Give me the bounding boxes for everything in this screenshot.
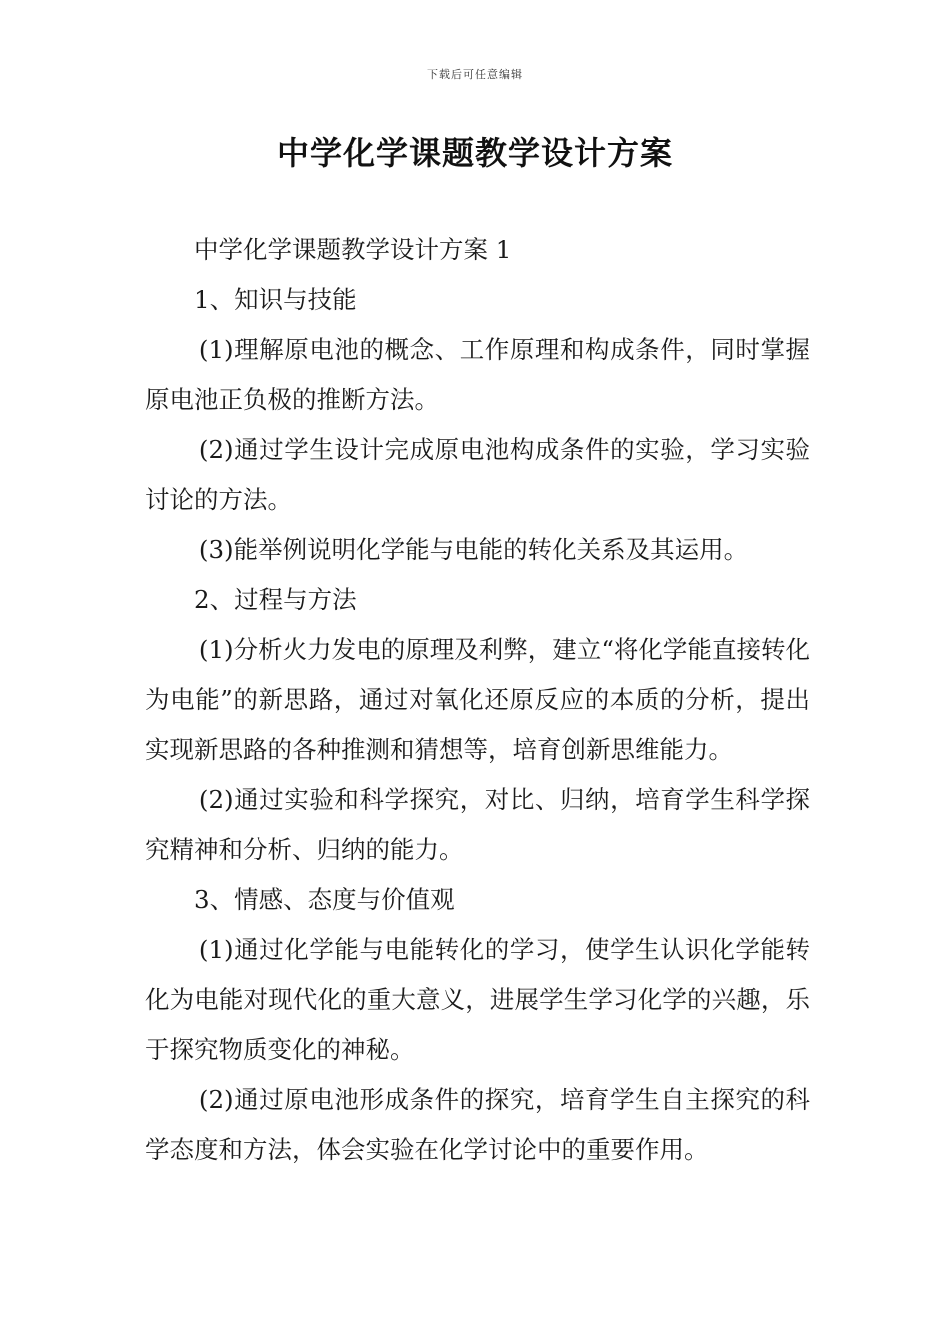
header-note: 下载后可任意编辑 [427, 68, 523, 81]
paragraph-heading-process: 2、过程与方法 [194, 585, 357, 614]
paragraph-item: (1)分析火力发电的原理及利弊，建立“将化学能直接转化为电能”的新思路，通过对氧化还原反应的本质的分析，提出实现新思路的各种推测和猜想等，培育创新思维能力。 [145, 635, 810, 764]
paragraph-heading-knowledge: 1、知识与技能 [194, 285, 357, 314]
paragraph-section-title: 中学化学课题教学设计方案 1 [194, 235, 512, 264]
document-body [145, 225, 810, 1175]
paragraph-heading-values: 3、情感、态度与价值观 [194, 885, 455, 914]
paragraph-item: (2)通过学生设计完成原电池构成条件的实验，学习实验讨论的方法。 [145, 435, 810, 514]
paragraph-item: (2)通过实验和科学探究，对比、归纳，培育学生科学探究精神和分析、归纳的能力。 [145, 785, 810, 864]
document-title: 中学化学课题教学设计方案 [276, 134, 673, 172]
paragraph-item: (2)通过原电池形成条件的探究，培育学生自主探究的科学态度和方法，体会实验在化学讨论中的重要作用。 [145, 1085, 810, 1164]
paragraph-item: (1)理解原电池的概念、工作原理和构成条件，同时掌握原电池正负极的推断方法。 [145, 335, 810, 414]
paragraph-item: (1)通过化学能与电能转化的学习，使学生认识化学能转化为电能对现代化的重大意义，进展学生学习化学的兴趣，乐于探究物质变化的神秘。 [145, 935, 810, 1064]
paragraph-item: (3)能举例说明化学能与电能的转化关系及其运用。 [198, 535, 749, 564]
